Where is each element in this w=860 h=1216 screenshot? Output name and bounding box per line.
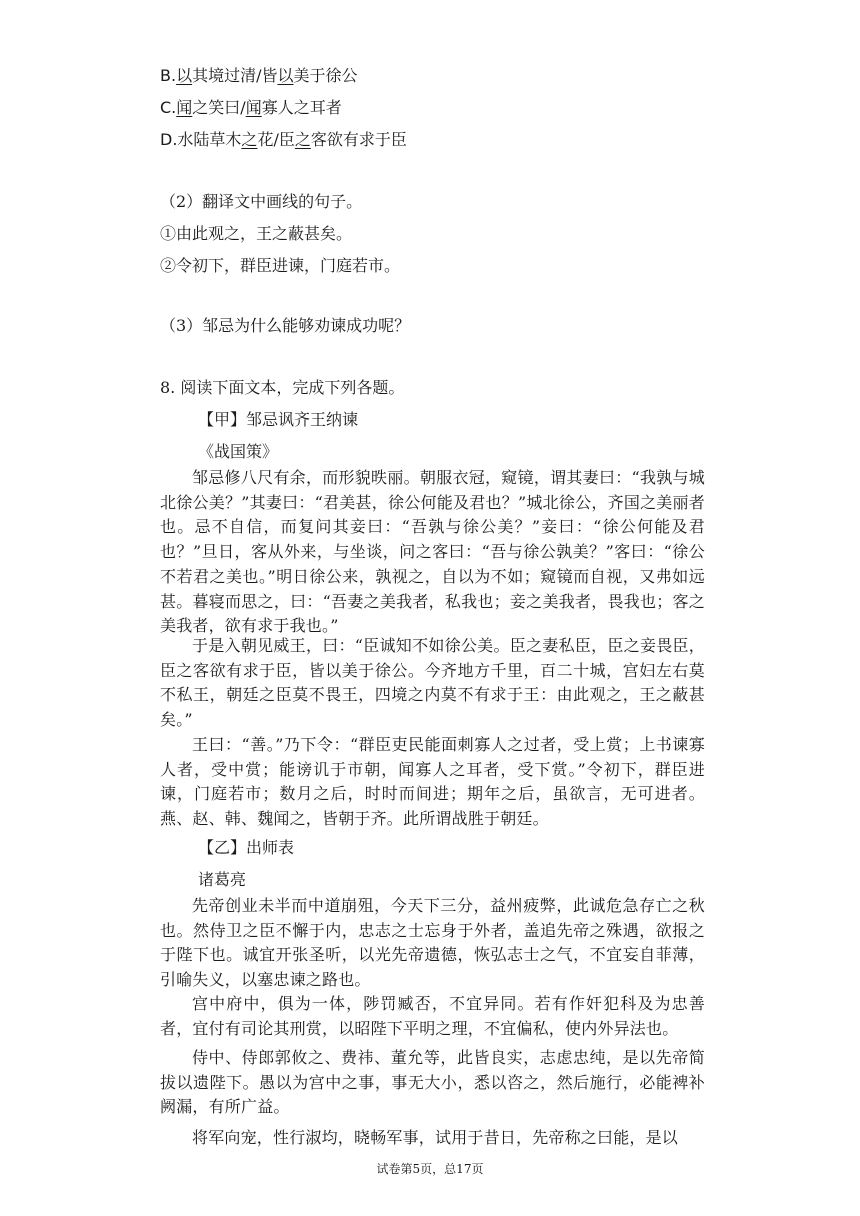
passage-jia-source: 《战国策》 — [198, 442, 279, 461]
option-label: C. — [160, 98, 177, 117]
underlined-char: 以 — [176, 66, 193, 85]
question-2-sentence-2: ②令初下，群臣进谏，门庭若市。 — [160, 256, 401, 275]
underlined-char: 以 — [277, 66, 294, 85]
passage-yi-author: 诸葛亮 — [198, 870, 247, 889]
passage-yi-paragraph-1: 先帝创业未半而中道崩殂，今天下三分，益州疲弊，此诚危急存亡之秋也。然侍卫之臣不懈于内，忠志之士忘身于外者，盖追先帝之殊遇，欲报之于陛下也。诚宜开张圣听，以光先帝遗德，恢弘志士之气，不宜妄自菲薄，引喻失义，以塞忠谏之路也。 — [160, 896, 705, 990]
underlined-char: 之 — [294, 130, 311, 149]
passage-yi-paragraph-3: 侍中、侍郎郭攸之、费祎、董允等，此皆良实，志虑忠纯，是以先帝简拔以遗陛下。愚以为宫中之事，事无大小，悉以咨之，然后施行，必能裨补阙漏，有所广益。 — [160, 1048, 705, 1117]
passage-jia-paragraph-1: 邹忌修八尺有余，而形貌昳丽。朝服衣冠，窥镜，谓其妻曰：“我孰与城北徐公美？”其妻曰：“君美甚，徐公何能及君也？”城北徐公，齐国之美丽者也。忌不自信，而复问其妾曰：“吾孰与徐公美？”妾曰：“徐公何能及君也？”旦日，客从外来，与坐谈，问之客曰：“吾与徐公孰美？”客曰：“徐公不若君之美也。”明日徐公来，孰视之，自以为不如；窥镜而自视，又弗如远甚。暮寝而思之，曰：“吾妻之美我者，私我也；妾之美我者，畏我也；客之美我者，欲有求于我也。” — [160, 468, 705, 636]
passage-yi-paragraph-2: 宫中府中，俱为一体，陟罚臧否，不宜异同。若有作奸犯科及为忠善者，宜付有司论其刑赏，以昭陛下平明之理，不宜偏私，使内外异法也。 — [160, 994, 705, 1038]
option-c[interactable]: C.闻之笑曰/闻寡人之耳者 — [160, 98, 342, 117]
underlined-char: 之 — [241, 130, 258, 149]
question-2-prompt: （2）翻译文中画线的句子。 — [160, 192, 363, 211]
passage-jia-paragraph-3: 王曰：“善。”乃下令：“群臣吏民能面刺寡人之过者，受上赏；上书谏寡人者，受中赏；能谤讥于市朝，闻寡人之耳者，受下赏。”令初下，群臣进谏，门庭若市；数月之后，时时而间进；期年之后，虽欲言，无可进者。燕、赵、韩、魏闻之，皆朝于齐。此所谓战胜于朝廷。 — [160, 735, 705, 829]
underlined-char: 闻 — [245, 98, 262, 117]
question-3-prompt: （3）邹忌为什么能够劝谏成功呢？ — [160, 316, 411, 335]
question-8-prompt: 8. 阅读下面文本，完成下列各题。 — [160, 378, 405, 397]
option-label: B. — [160, 66, 177, 85]
passage-jia-paragraph-2: 于是入朝见威王，曰：“臣诚知不如徐公美。臣之妻私臣，臣之妾畏臣，臣之客欲有求于臣，皆以美于徐公。今齐地方千里，百二十城，宫妇左右莫不私王，朝廷之臣莫不畏王，四境之内莫不有求于王：由此观之，王之蔽甚矣。” — [160, 636, 705, 730]
passage-yi-title: 【乙】出师表 — [198, 838, 295, 857]
option-label: D. — [160, 130, 178, 149]
question-2-sentence-1: ①由此观之，王之蔽甚矣。 — [160, 224, 353, 243]
page-footer: 试卷第5页，总17页 — [376, 1162, 484, 1176]
passage-yi-paragraph-4: 将军向宠，性行淑均，晓畅军事，试用于昔日，先帝称之曰能，是以 — [192, 1128, 679, 1147]
option-d[interactable]: D.水陆草木之花/臣之客欲有求于臣 — [160, 130, 407, 149]
option-b[interactable]: B.以其境过清/皆以美于徐公 — [160, 66, 358, 85]
underlined-char: 闻 — [176, 98, 193, 117]
passage-jia-title: 【甲】邹忌讽齐王纳谏 — [198, 410, 359, 429]
